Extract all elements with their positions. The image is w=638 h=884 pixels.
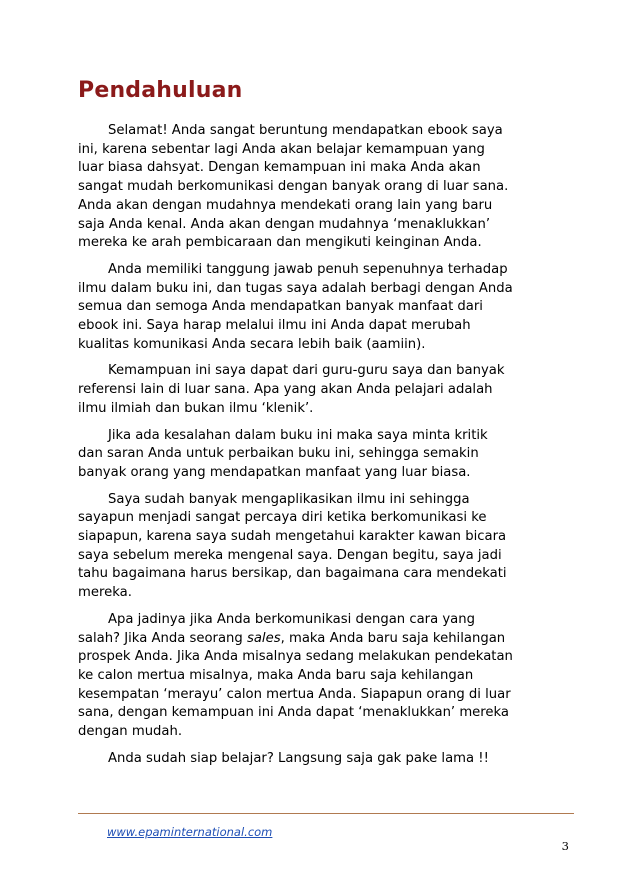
text-line: ilmu ilmiah dan bukan ilmu ‘klenik’. bbox=[78, 400, 314, 416]
text-line: Anda memiliki tanggung jawab penuh sepenuhnya terhadap bbox=[108, 261, 508, 277]
text-line: dengan mudah. bbox=[78, 724, 183, 740]
text-line: tahu bagaimana harus bersikap, dan bagaimana cara mendekati bbox=[78, 566, 507, 582]
paragraph-6 bbox=[78, 611, 548, 742]
text-line: mereka. bbox=[78, 585, 132, 601]
text-line: Selamat! Anda sangat beruntung mendapatkan ebook saya bbox=[108, 123, 503, 138]
text-line: sayapun menjadi sangat percaya diri ketika berkomunikasi ke bbox=[78, 510, 487, 526]
italic-term: sales bbox=[246, 630, 281, 646]
text-line: luar biasa dahsyat. Dengan kemampuan ini maka Anda akan bbox=[78, 160, 481, 176]
paragraph-1 bbox=[78, 122, 548, 253]
text-line: Anda sudah siap belajar? Langsung saja gak pake lama !! bbox=[108, 750, 489, 766]
text-line: ilmu dalam buku ini, dan tugas saya adalah berbagi dengan Anda bbox=[78, 280, 513, 296]
text-line: Kemampuan ini saya dapat dari guru-guru saya dan banyak bbox=[108, 363, 505, 379]
text-line: saya sebelum mereka mengenal saya. Dengan begitu, saya jadi bbox=[78, 547, 502, 563]
paragraph-5 bbox=[78, 491, 548, 603]
text-line: dan saran Anda untuk perbaikan buku ini, sehingga semakin bbox=[78, 446, 479, 462]
text-line: sana, dengan kemampuan ini Anda dapat ‘menaklukkan’ mereka bbox=[78, 705, 510, 721]
text-line: prospek Anda. Jika Anda misalnya sedang melakukan pendekatan bbox=[78, 649, 513, 665]
text-line: Apa jadinya jika Anda berkomunikasi dengan cara yang bbox=[108, 611, 475, 627]
text-line: Saya sudah banyak mengaplikasikan ilmu ini sehingga bbox=[108, 491, 470, 507]
text-line: salah? Jika Anda seorang sales, maka Anda baru saja kehilangan bbox=[78, 630, 506, 646]
text-line: sangat mudah berkomunikasi dengan banyak orang di luar sana. bbox=[78, 179, 509, 195]
page-title: Pendahuluan bbox=[78, 78, 243, 103]
text-line: mereka ke arah pembicaraan dan mengikuti keinginan Anda. bbox=[78, 235, 482, 251]
page-number: 3 bbox=[561, 839, 569, 853]
footer-website-link[interactable]: www.epaminternational.com bbox=[107, 825, 273, 839]
text-line: kesempatan ‘merayu’ calon mertua Anda. Siapapun orang di luar bbox=[78, 686, 511, 702]
text-line: ini, karena sebentar lagi Anda akan belajar kemampuan yang bbox=[78, 141, 485, 157]
paragraph-4 bbox=[78, 427, 548, 483]
text-line: saja Anda kenal. Anda akan dengan mudahnya ‘menaklukkan’ bbox=[78, 216, 491, 232]
text-line: ke calon mertua misalnya, maka Anda baru saja kehilangan bbox=[78, 667, 474, 683]
paragraph-3 bbox=[78, 362, 548, 418]
text-line: banyak orang yang mendapatkan manfaat yang luar biasa. bbox=[78, 464, 471, 480]
paragraph-7 bbox=[78, 750, 548, 769]
footer-divider bbox=[78, 813, 574, 814]
text-line: Anda akan dengan mudahnya mendekati orang lain yang baru bbox=[78, 197, 493, 213]
text-line: semua dan semoga Anda mendapatkan banyak manfaat dari bbox=[78, 299, 483, 315]
body-text bbox=[78, 122, 548, 777]
paragraph-2 bbox=[78, 261, 548, 355]
text-line: referensi lain di luar sana. Apa yang akan Anda pelajari adalah bbox=[78, 382, 493, 398]
text-line: Jika ada kesalahan dalam buku ini maka saya minta kritik bbox=[108, 427, 488, 443]
text-line: ebook ini. Saya harap melalui ilmu ini Anda dapat merubah bbox=[78, 318, 471, 334]
text-line: siapapun, karena saya sudah mengetahui karakter kawan bicara bbox=[78, 529, 507, 545]
text-line: kualitas komunikasi Anda secara lebih baik (aamiin). bbox=[78, 336, 426, 352]
